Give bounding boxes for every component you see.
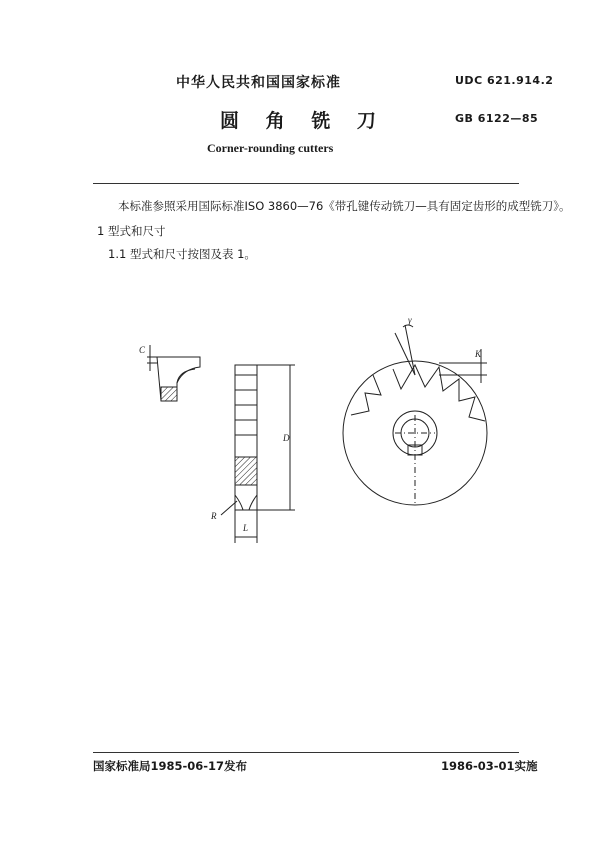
label-c: C (139, 345, 146, 355)
english-title: Corner-rounding cutters (207, 141, 334, 155)
document-title: 圆 角 铣 刀 (220, 110, 386, 132)
section-heading: 1 型式和尺寸 (97, 224, 166, 238)
subsection-text: 1.1 型式和尺寸按图及表 1。 (108, 247, 256, 261)
bottom-rule (93, 752, 519, 753)
gb-standard-number: GB 6122—85 (455, 112, 539, 125)
side-view (221, 365, 295, 543)
udc-code: UDC 621.914.2 (455, 74, 554, 87)
issuing-body: 中华人民共和国国家标准 (176, 75, 341, 91)
implementation-date: 1986-03-01实施 (441, 759, 538, 773)
label-gamma: γ (408, 315, 412, 325)
cutter-drawing (125, 305, 505, 569)
label-l: L (243, 523, 249, 533)
label-d: D (283, 433, 290, 443)
label-r: R (211, 511, 217, 521)
publication-date: 国家标准局1985-06-17发布 (93, 759, 248, 773)
top-rule (93, 183, 519, 184)
profile-detail (147, 345, 200, 401)
intro-paragraph: 本标准参照采用国际标准ISO 3860—76《带孔键传动铣刀—具有固定齿形的成型铣刀》。 (118, 199, 571, 213)
front-view (343, 325, 487, 505)
label-k: K (475, 349, 482, 359)
